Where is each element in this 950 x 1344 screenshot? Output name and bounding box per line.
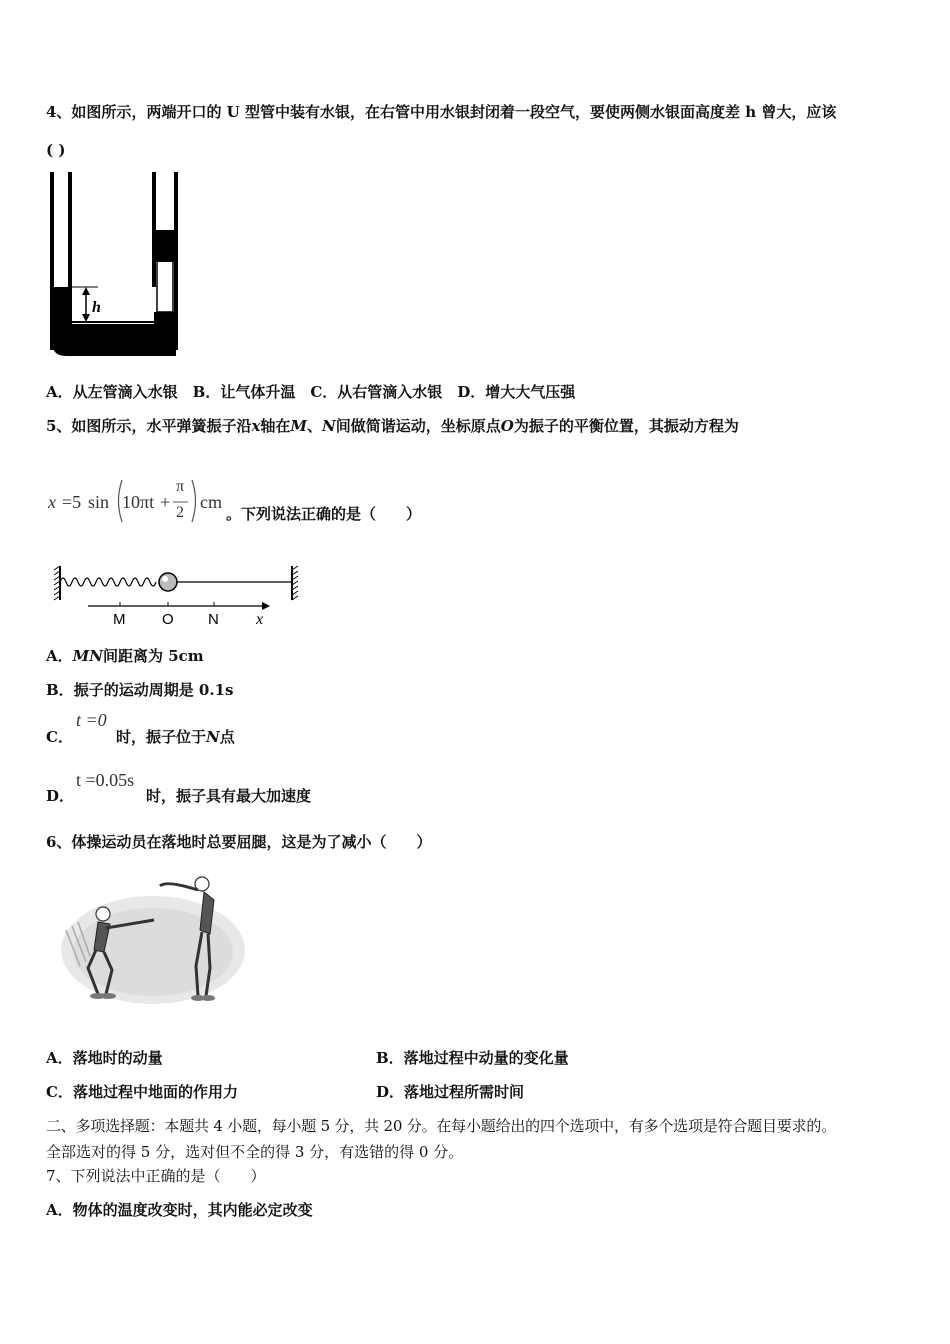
q5-option-a: A．MN间距离为 5cm (46, 647, 204, 665)
q4-stem-line1: 4、如图所示，两端开口的 U 型管中装有水银，在右管中用水银封闭着一段空气，要使两侧水银面高度差 h 曾大，应该 (46, 103, 837, 121)
q5-option-d-text: 时，振子具有最大加速度 (146, 787, 312, 805)
q5-stem: 5、如图所示，水平弹簧振子沿x轴在M、N间做简谐运动，坐标原点O为振子的平衡位置，其振动方程为 (46, 417, 739, 435)
label-x: x (256, 611, 264, 628)
var-N: N (322, 417, 336, 435)
q6-option-d: D．落地过程所需时间 (376, 1083, 525, 1101)
label-M: M (113, 611, 126, 628)
q4-stem-line2: ( ) (46, 141, 66, 159)
q5-option-c-label: C． (46, 728, 73, 746)
q5-stem-tail: 。下列说法正确的是（ ） (226, 505, 422, 523)
q6-option-b: B．落地过程中动量的变化量 (376, 1049, 569, 1067)
q5-option-c-eq: t =0 (76, 710, 107, 730)
left-mercury-column (52, 287, 72, 327)
label-N: N (208, 611, 219, 628)
gymnast-figure (58, 870, 248, 1010)
spring (60, 578, 156, 586)
spring-oscillator-figure (52, 562, 312, 632)
var-M: M (290, 417, 308, 435)
var-O: O (500, 417, 514, 435)
q6-stem: 6、体操运动员在落地时总要屈腿，这是为了减小（ ） (46, 833, 432, 851)
right-mercury-lower (154, 312, 176, 356)
section2-heading-line1: 二、多项选择题：本题共 4 小题，每小题 5 分，共 20 分。在每小题给出的四个选项中，有多个选项是符合题目要求的。 (46, 1117, 836, 1135)
q5-option-c-text: 时，振子位于N点 (116, 728, 235, 746)
section2-heading-line2: 全部选对的得 5 分，选对但不全的得 3 分，有选错的得 0 分。 (46, 1143, 464, 1161)
q4-options: A．从左管滴入水银 B．让气体升温 C．从右管滴入水银 D．增大大气压强 (46, 383, 576, 401)
oscillator-ball (159, 573, 177, 591)
q5-option-b: B．振子的运动周期是 0.1s (46, 681, 234, 699)
q5-option-d-label: D． (46, 787, 75, 805)
q5-option-d-eq: t =0.05s (76, 770, 135, 790)
label-O: O (162, 611, 174, 628)
q7-stem: 7、下列说法中正确的是（ ） (46, 1167, 266, 1185)
trapped-air (157, 260, 173, 312)
q6-option-c: C．落地过程中地面的作用力 (46, 1083, 238, 1101)
right-mercury-plug (154, 230, 176, 262)
q7-option-a: A．物体的温度改变时，其内能必定改变 (46, 1201, 313, 1219)
u-tube-figure (50, 172, 180, 362)
height-label-h: h (92, 299, 101, 316)
q6-option-a: A．落地时的动量 (46, 1049, 163, 1067)
var-x: x (251, 417, 261, 435)
